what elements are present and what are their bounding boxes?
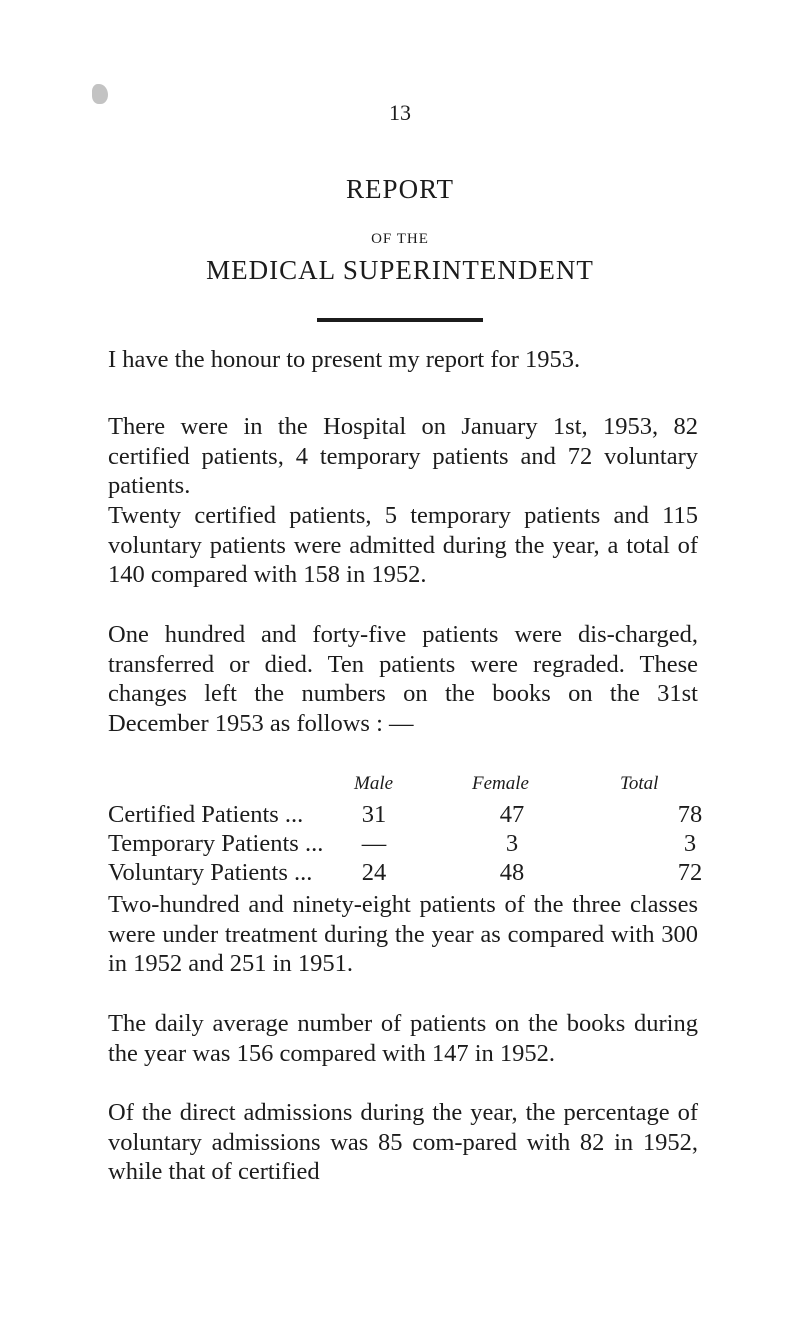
- row-total-value: 72: [677, 859, 703, 886]
- paragraph-discharges: One hundred and forty-five patients were dis-charged, transferred or died. Ten patients were regraded. These changes left the numbers on the books on the 31st December 1953 as follows : —: [108, 621, 698, 737]
- row-label: Certified Patients ...: [108, 801, 304, 828]
- row-label: Voluntary Patients ...: [108, 859, 313, 886]
- paragraph-january-count: There were in the Hospital on January 1st, 1953, 82 certified patients, 4 temporary patients and 72 voluntary patients.: [108, 413, 698, 500]
- row-male-value: 24: [361, 859, 387, 886]
- table-row: [108, 801, 708, 831]
- table-row: [108, 830, 708, 860]
- row-male-value: —: [361, 830, 387, 857]
- table-header-male: Male: [354, 773, 394, 794]
- table-row: [108, 859, 708, 889]
- row-male-value: 31: [361, 801, 387, 828]
- table-header-female: Female: [472, 773, 529, 794]
- paragraph-intro: I have the honour to present my report for 1953.: [108, 346, 581, 373]
- paragraph-under-treatment: Two-hundred and ninety-eight patients of the three classes were under treatment during the year as compared with 300 in 1952 and 251 in 1951.: [108, 891, 698, 978]
- row-label: Temporary Patients ...: [108, 830, 324, 857]
- row-female-value: 48: [499, 859, 525, 886]
- report-title-connector: OF THE: [371, 231, 429, 247]
- table-header-total: Total: [620, 773, 659, 794]
- report-title: REPORT: [346, 174, 454, 204]
- row-female-value: 47: [499, 801, 525, 828]
- paragraph-admissions: Twenty certified patients, 5 temporary patients and 115 voluntary patients were admitted during the year, a total of 140 compared with 158 in 1952.: [108, 502, 698, 589]
- row-total-value: 3: [683, 830, 697, 857]
- page-number: 13: [389, 100, 411, 125]
- paragraph-voluntary-percentage: Of the direct admissions during the year, the percentage of voluntary admissions was 85 com-pared with 82 in 1952, while that of certified: [108, 1099, 698, 1186]
- row-total-value: 78: [677, 801, 703, 828]
- report-subtitle: MEDICAL SUPERINTENDENT: [206, 255, 594, 285]
- paragraph-daily-average: The daily average number of patients on the books during the year was 156 compared with 147 in 1952.: [108, 1010, 698, 1067]
- title-divider: [317, 318, 483, 322]
- row-female-value: 3: [505, 830, 519, 857]
